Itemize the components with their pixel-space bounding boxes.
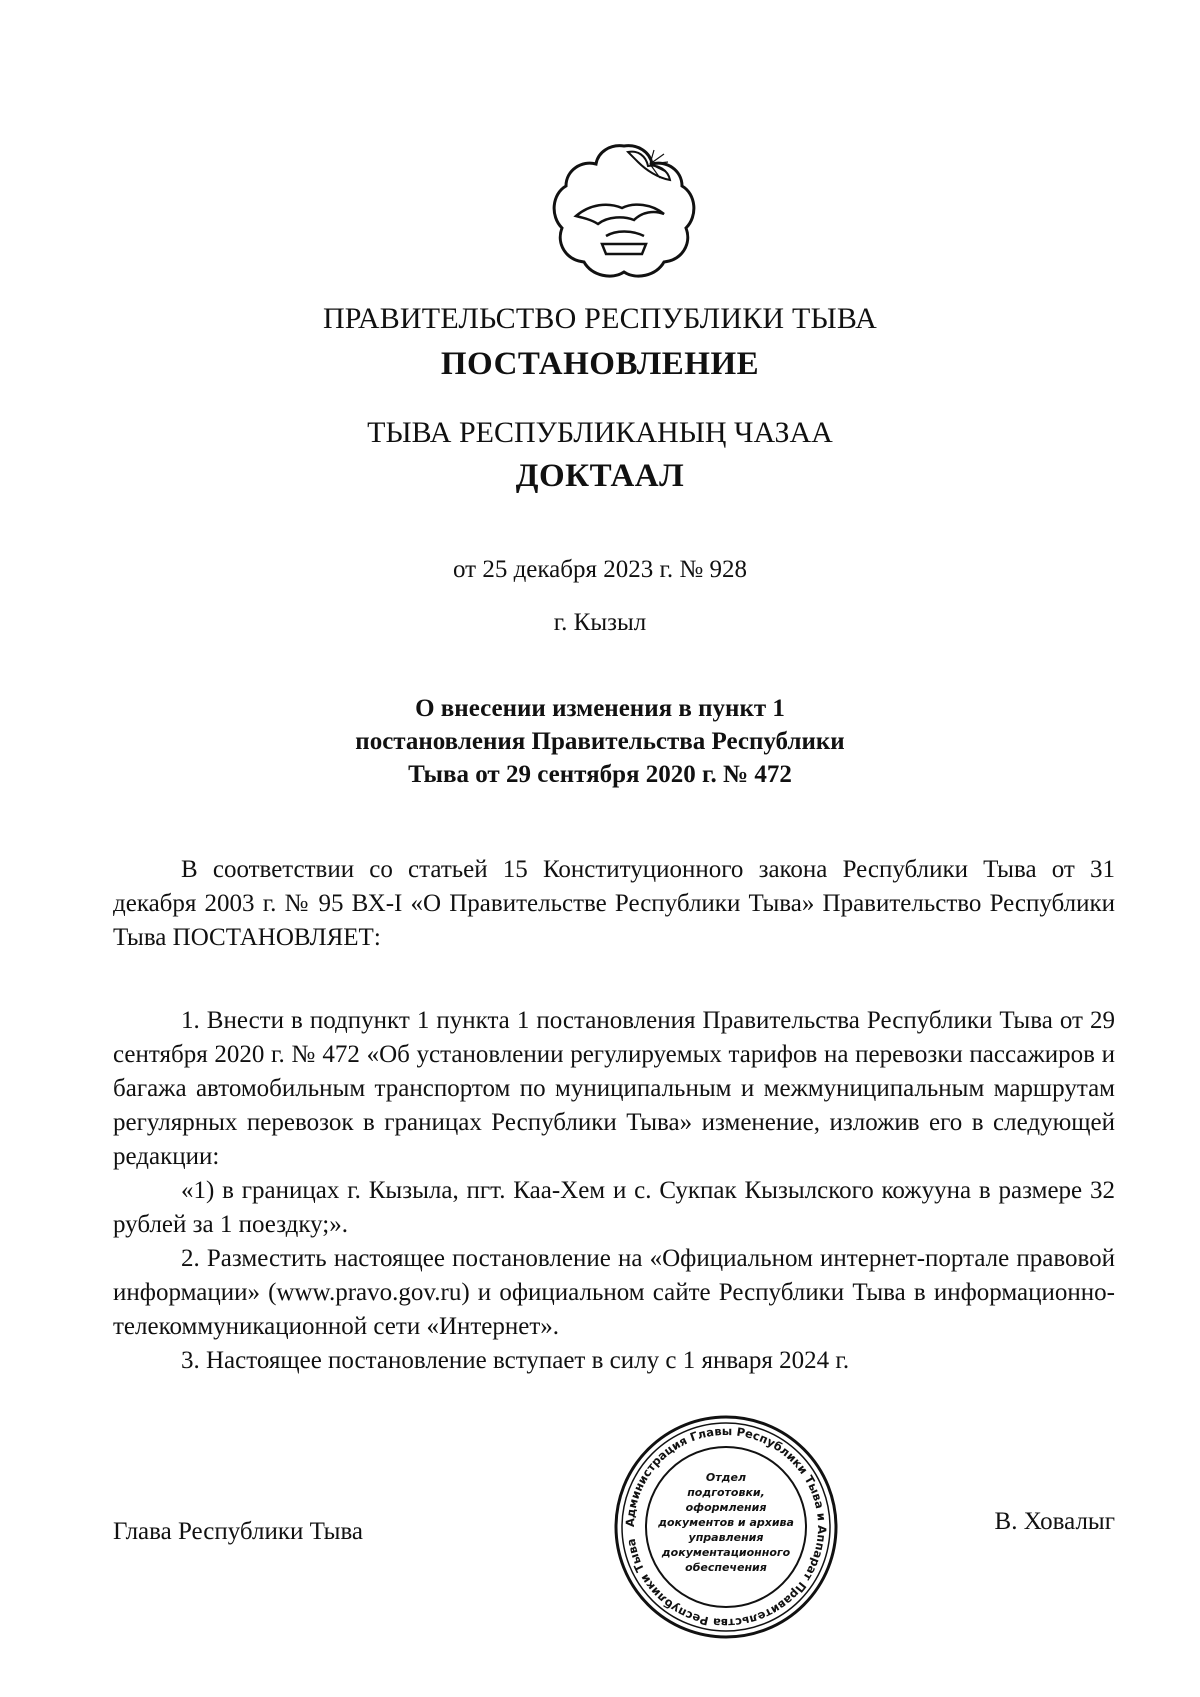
document-type-ru: ПОСТАНОВЛЕНИЕ [440, 346, 760, 382]
stamp-outer-text: Администрация Главы Республики Тыва и Аппарат Правительства Республики Тыва [622, 1423, 830, 1631]
official-stamp [612, 1413, 840, 1641]
document-city: г. Кызыл [553, 609, 647, 636]
stamp-inner-line: оформления [685, 1501, 767, 1514]
signatory-name: В. Ховалыг [994, 1508, 1115, 1535]
signatory-position: Глава Республики Тыва [113, 1518, 364, 1545]
stamp-inner-line: подготовки, [687, 1486, 765, 1499]
item-paragraph: «1) в границах г. Кызыла, пгт. Каа-Хем и с. Сукпак Кызылского кожууна в размере 32 рублей за 1 поездку;». [113, 1177, 1115, 1238]
document-title [0, 692, 1200, 791]
stamp-inner-line: Отдел [705, 1471, 747, 1484]
document-type-tv: ДОКТААЛ [515, 458, 685, 494]
title-line: Тыва от 29 сентября 2020 г. № 472 [408, 761, 792, 788]
resolution-items [113, 1004, 1115, 1378]
tuva-coat-of-arms-icon [546, 140, 702, 280]
item-paragraph: 2. Разместить настоящее постановление на «Официальном интернет-портале правовой информации» (www.pravo.gov.ru) и официальном сайте Республики Тыва в информационно-телекоммуникационной сети «Интернет». [113, 1245, 1115, 1340]
document-date-number: от 25 декабря 2023 г. № 928 [452, 556, 748, 583]
government-title-tv: ТЫВА РЕСПУБЛИКАНЫҢ ЧАЗАА [367, 416, 833, 449]
preamble [113, 853, 1115, 955]
title-line: О внесении изменения в пункт 1 [415, 695, 785, 722]
stamp-inner-line: обеспечения [685, 1561, 767, 1574]
preamble-paragraph: В соответствии со статьей 15 Конституционного закона Республики Тыва от 31 декабря 2003 г. № 95 ВХ-I «О Правительстве Республики Тыва» Правительство Республики Тыва ПОСТАНОВЛЯЕТ: [113, 856, 1115, 951]
stamp-inner-line: документов и архива [658, 1516, 794, 1529]
government-title-ru: ПРАВИТЕЛЬСТВО РЕСПУБЛИКИ ТЫВА [322, 302, 878, 335]
stamp-inner-line: документационного [661, 1546, 791, 1559]
item-paragraph: 1. Внести в подпункт 1 пункта 1 постановления Правительства Республики Тыва от 29 сентября 2020 г. № 472 «Об установлении регулируемых тарифов на перевозки пассажиров и багажа автомобильным транспортом по муниципальным и межмуниципальным маршрутам регулярных перевозок в границах Республики Тыва» изменение, изложив его в следующей редакции: [113, 1007, 1115, 1170]
item-paragraph: 3. Настоящее постановление вступает в силу с 1 января 2024 г. [181, 1347, 850, 1374]
title-line: постановления Правительства Республики [355, 728, 845, 755]
stamp-inner-line: управления [688, 1531, 764, 1544]
